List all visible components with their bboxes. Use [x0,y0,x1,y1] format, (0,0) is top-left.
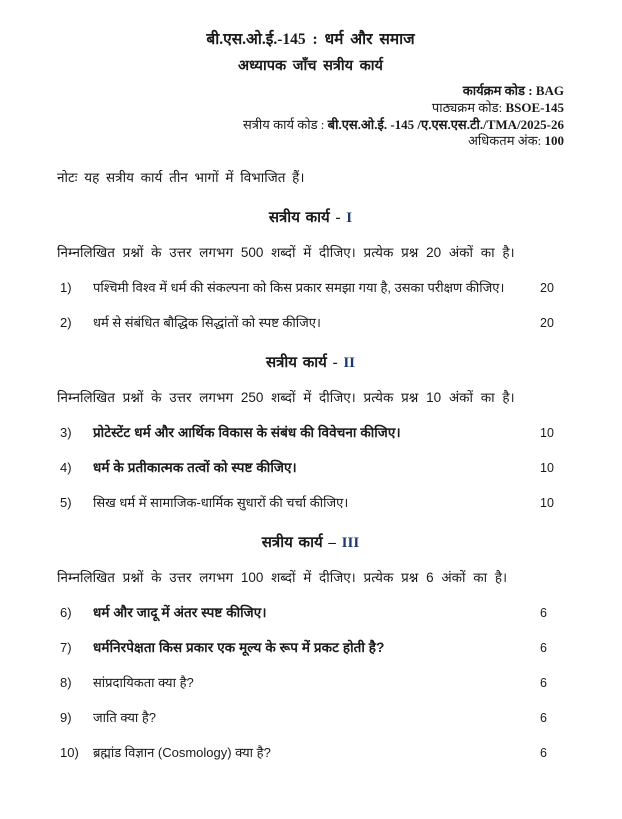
section-3-heading-label: सत्रीय कार्य – [261,535,342,552]
assignment-code-label: सत्रीय कार्य कोड : [242,116,328,132]
page-subtitle: अध्यापक जाँच सत्रीय कार्य [238,58,383,74]
question-number: 1) [60,280,72,296]
question-text: प्रोटेस्टेंट धर्म और आर्थिक विकास के संबंध की विवेचना कीजिए। [93,425,401,441]
programme-code-line [57,83,564,100]
question-marks: 6 [540,676,547,691]
section-1-instruction: निम्नलिखित प्रश्नों के उत्तर लगभग 500 शब्दों में दीजिए। प्रत्येक प्रश्न 20 अंकों का है। [57,245,515,261]
section-3-heading [57,533,564,553]
question-row [57,459,564,477]
question-row [57,494,564,512]
question-row [57,424,564,442]
section-2-numeral: II [343,355,356,372]
section-2-instruction: निम्नलिखित प्रश्नों के उत्तर लगभग 250 शब्दों में दीजिए। प्रत्येक प्रश्न 10 अंकों का है। [57,390,515,406]
question-number: 7) [60,640,72,656]
question-number: 9) [60,710,72,726]
section-1-numeral: I [346,210,353,227]
max-marks-label: अधिकतम अंक: [468,133,545,149]
question-number: 3) [60,425,72,441]
question-row [57,279,564,297]
question-text: धर्म और जादू में अंतर स्पष्ट कीजिए। [93,605,267,621]
question-text: जाति क्या है? [93,710,157,726]
question-number: 6) [60,605,72,621]
course-code-line [57,100,564,117]
question-marks: 20 [540,316,554,331]
question-text: ब्रह्मांड विज्ञान (Cosmology) क्या है? [93,745,271,761]
max-marks-line [57,133,564,150]
question-marks: 10 [540,426,554,441]
question-text: पश्चिमी विश्व में धर्म की संकल्पना को किस प्रकार समझा गया है, उसका परीक्षण कीजिए। [93,280,505,296]
question-row [57,604,564,622]
question-row [57,709,564,727]
question-row [57,744,564,762]
question-marks: 20 [540,281,554,296]
question-row [57,314,564,332]
question-text: सांप्रदायिकता क्या है? [93,675,194,691]
assignment-code-value: बी.एस.ओ.ई. -145 /ए.एस.एस.टी./TMA/2025-26 [327,116,564,132]
course-code-value: BSOE-145 [505,99,564,115]
section-3-numeral: III [341,535,360,552]
section-3-instruction: निम्नलिखित प्रश्नों के उत्तर लगभग 100 शब्दों में दीजिए। प्रत्येक प्रश्न 6 अंकों का है। [57,570,508,586]
question-number: 8) [60,675,72,691]
note-line: नोटः यह सत्रीय कार्य तीन भागों में विभाजित हैं। [57,170,305,186]
course-code-label: पाठ्यक्रम कोड: [431,99,506,115]
assignment-code-line [57,117,564,134]
section-2-heading-label: सत्रीय कार्य - [265,355,344,372]
question-number: 5) [60,495,72,511]
question-row [57,639,564,657]
question-text: धर्म से संबंधित बौद्धिक सिद्धांतों को स्पष्ट कीजिए। [93,315,321,331]
question-number: 2) [60,315,72,331]
question-marks: 6 [540,641,547,656]
question-text: धर्मनिरपेक्षता किस प्रकार एक मूल्य के रूप में प्रकट होती है? [93,640,385,656]
section-1-heading-label: सत्रीय कार्य - [268,210,347,227]
question-marks: 10 [540,461,554,476]
section-2-heading [57,353,564,373]
codes-block [57,83,564,150]
question-number: 4) [60,460,72,476]
question-number: 10) [60,745,79,761]
max-marks-value: 100 [544,133,564,149]
programme-code-label: कार्यक्रम कोड : [462,83,536,98]
section-1-heading [57,208,564,228]
question-text: सिख धर्म में सामाजिक-धार्मिक सुधारों की चर्चा कीजिए। [93,495,349,511]
question-marks: 6 [540,746,547,761]
question-text: धर्म के प्रतीकात्मक तत्वों को स्पष्ट कीजिए। [93,460,297,476]
page-title: बी.एस.ओ.ई.-145 : धर्म और समाज [206,31,415,48]
question-row [57,674,564,692]
question-marks: 6 [540,711,547,726]
programme-code-value: BAG [535,83,564,98]
question-marks: 10 [540,496,554,511]
question-marks: 6 [540,606,547,621]
